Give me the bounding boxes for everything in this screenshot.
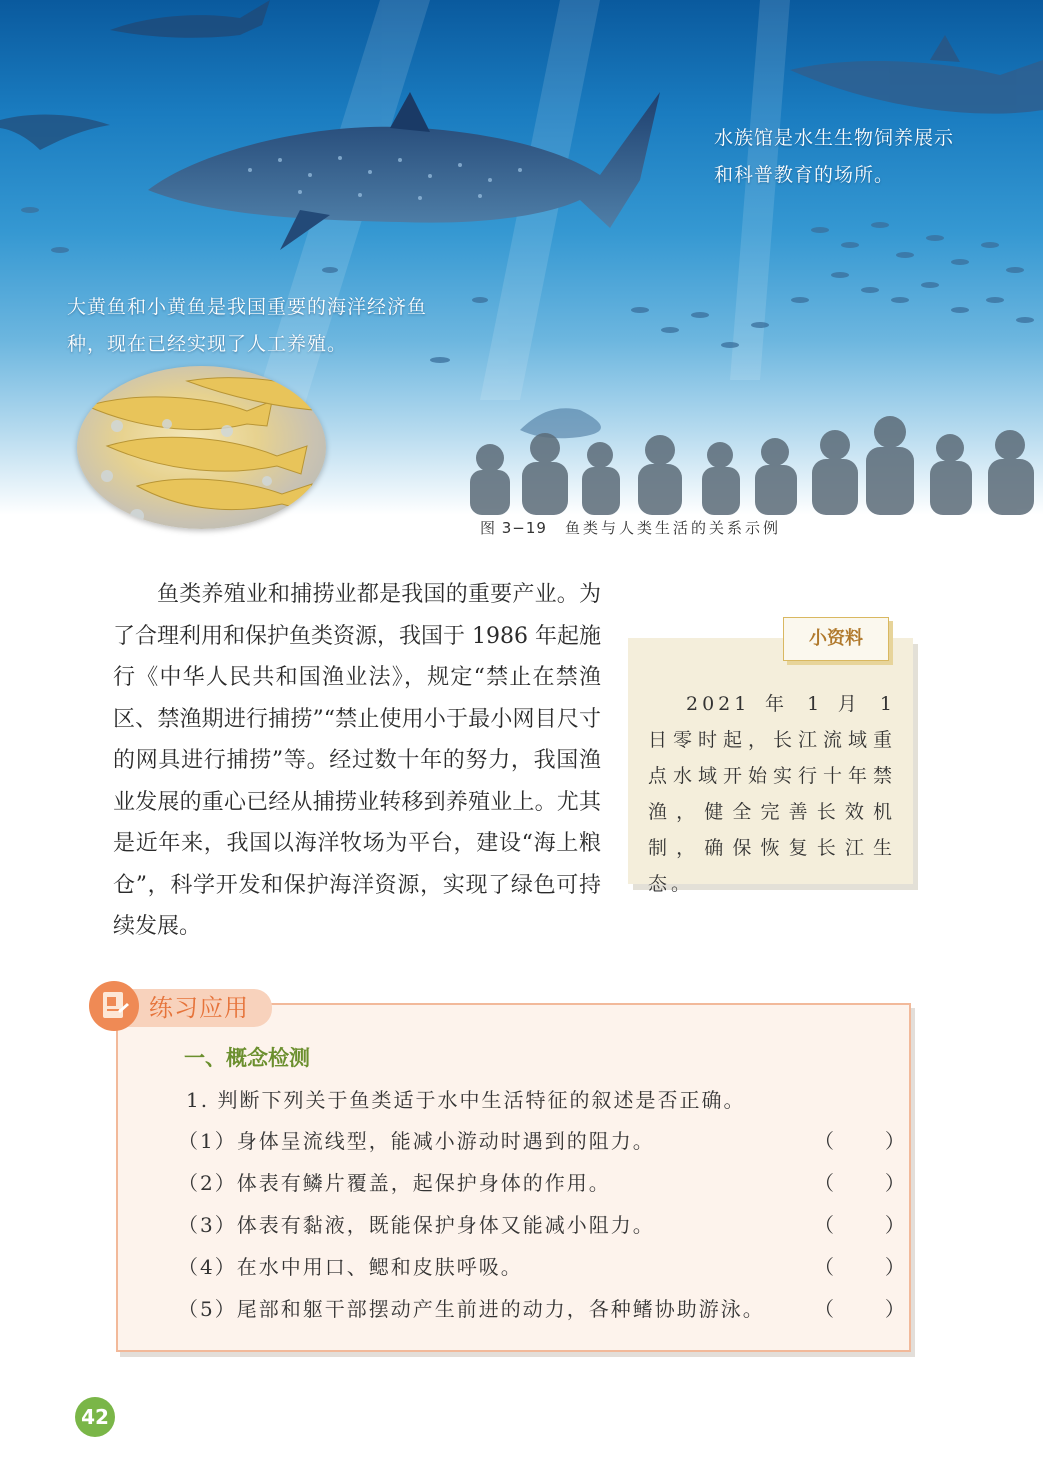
exercise-item (178, 1248, 905, 1290)
exercise-item-text: （1）身体呈流线型，能减小游动时遇到的阻力。 (178, 1129, 655, 1153)
exercise-title: 练习应用 (149, 994, 249, 1022)
answer-blank[interactable]: （ ） (814, 1213, 905, 1237)
whale-shark-secondary (790, 35, 1043, 114)
manta-ray (0, 115, 110, 150)
aquarium-caption: 水族馆是水生生物饲养展示和科普教育的场所。 (714, 127, 955, 186)
whale-shark-main (148, 92, 660, 250)
exercise-item-text: （4）在水中用口、鳃和皮肤呼吸。 (178, 1255, 523, 1279)
worksheet-icon (89, 981, 139, 1031)
answer-blank[interactable]: （ ） (814, 1255, 905, 1279)
answer-blank[interactable]: （ ） (814, 1297, 905, 1321)
exercise-item (178, 1206, 905, 1248)
exercise-item (178, 1290, 905, 1332)
croaker-fish-drawing (77, 366, 326, 529)
page-number: 42 (75, 1397, 115, 1437)
exercise-items (178, 1122, 905, 1332)
exercise-question: 1. 判断下列关于鱼类适于水中生活特征的叙述是否正确。 (186, 1088, 746, 1112)
exercise-item (178, 1164, 905, 1206)
info-note-text: 2021 年 1 月 1 日零时起，长江流域重点水域开始实行十年禁渔，健全完善长效机制，确保恢复长江生态。 (648, 693, 896, 895)
exercise-section-title: 一、概念检测 (184, 1046, 310, 1070)
info-note-title: 小资料 (783, 617, 889, 661)
exercise-item-text: （5）尾部和躯干部摆动产生前进的动力，各种鳍协助游泳。 (178, 1297, 765, 1321)
exercise-item-text: （2）体表有鳞片覆盖，起保护身体的作用。 (178, 1171, 611, 1195)
answer-blank[interactable]: （ ） (814, 1171, 905, 1195)
exercise-item (178, 1122, 905, 1164)
figure-caption (480, 517, 781, 538)
shark-top (110, 0, 270, 38)
answer-blank[interactable]: （ ） (814, 1129, 905, 1153)
main-text (113, 574, 601, 948)
ray-bottom (520, 408, 601, 438)
figure-title: 鱼类与人类生活的关系示例 (564, 519, 781, 537)
figure-number: 图 3−19 (480, 519, 547, 537)
main-paragraph: 鱼类养殖业和捕捞业都是我国的重要产业。为了合理利用和保护鱼类资源，我国于 1986 年起施行《中华人民共和国渔业法》，规定“禁止在禁渔区、禁渔期进行捕捞”“禁止使用小于最小网目尺寸的网具进行捕捞”等。经过数十年的努力，我国渔业发展的重心已经从捕捞业转移到养殖业上。尤其是近年来，我国以海洋牧场为平台，建设“海上粮仓”，科学开发和保护海洋资源，实现了绿色可持续发展。 (113, 582, 601, 939)
yellow-croaker-photo (77, 366, 326, 529)
exercise-item-text: （3）体表有黏液，既能保护身体又能减小阻力。 (178, 1213, 655, 1237)
croaker-caption: 大黄鱼和小黄鱼是我国重要的海洋经济鱼种，现在已经实现了人工养殖。 (67, 296, 428, 355)
